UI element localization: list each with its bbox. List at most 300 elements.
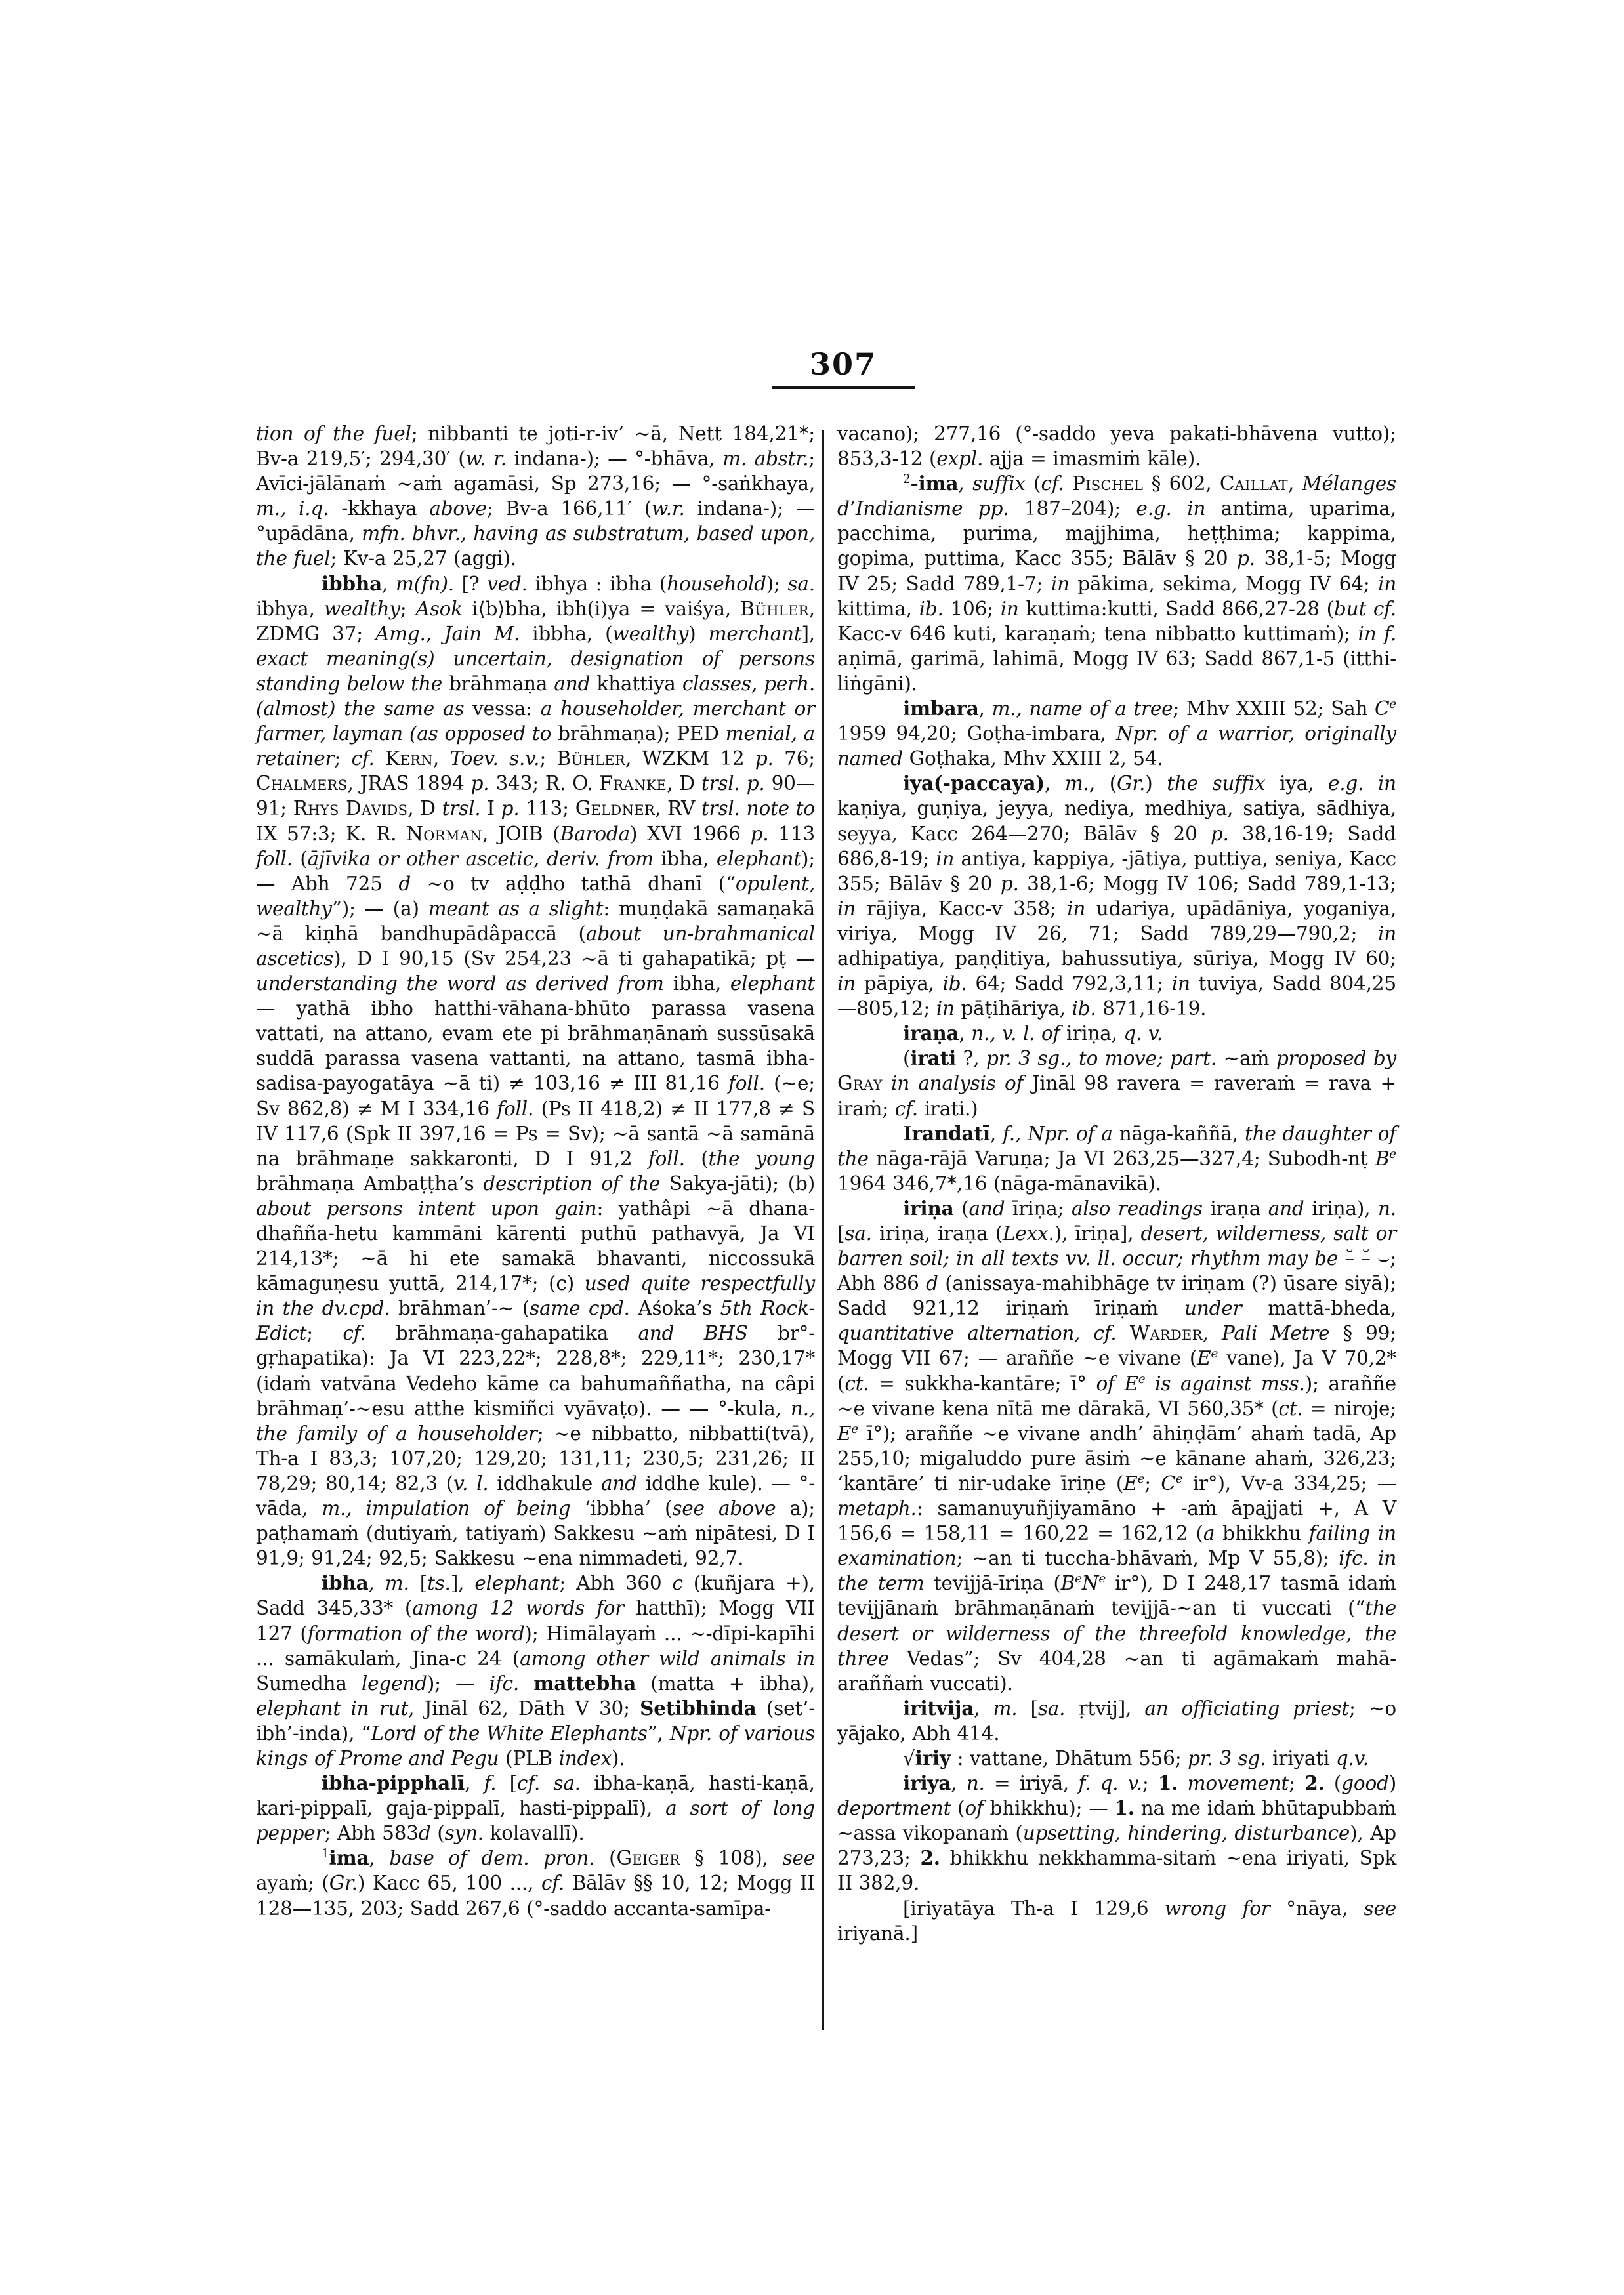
text-run: ṛtvij], — [1065, 1697, 1145, 1720]
text-run: a householder, merchant or farmer, layman (as opposed to — [256, 697, 815, 745]
text-run: 187–204); — [1009, 497, 1136, 520]
text-run: [ — [1017, 1697, 1038, 1720]
text-run: § 99; Mogg VII 67; — araññe ~e vivane ( — [837, 1322, 1397, 1370]
text-run: antiya, kappiya, -jātiya, puttiya, seniya, Kacc 355; Bālāv § 20 — [837, 847, 1396, 895]
text-run: iriyanā.] — [837, 1922, 918, 1945]
text-run: but cf. — [1333, 597, 1396, 620]
text-run: p. — [755, 747, 774, 770]
text-run: ?, — [956, 1047, 987, 1070]
text-run: , JRAS 1894 — [347, 772, 471, 795]
text-run: iraṇa — [1202, 1197, 1268, 1220]
text-run — [1064, 472, 1072, 495]
text-run: the suffix — [1167, 772, 1266, 795]
text-run: same cpd. — [530, 1297, 630, 1320]
text-run: E — [837, 1422, 852, 1445]
left-column — [256, 421, 815, 1946]
text-run: Bālāv §§ 10, 12; Mogg II 128—135, 203; Sadd 267,6 (°-saddo accanta-samīpa- — [256, 1872, 816, 1920]
text-run: ~aṁ — [1217, 1047, 1276, 1070]
text-run: ayaṁ; ( — [256, 1872, 329, 1895]
text-run: tion of the fuel — [256, 423, 411, 445]
text-run: ); — — [427, 1672, 489, 1695]
text-run: Kacc-v 646 kuti, karaṇaṁ; tena nibbatto kuttimaṁ); — [837, 622, 1358, 645]
text-run: , JOIB ( — [482, 822, 560, 845]
text-run: w. r. — [465, 447, 507, 470]
text-run: Lexx. — [1003, 1222, 1054, 1245]
text-run: description of the — [483, 1172, 661, 1195]
note-iriyataya — [837, 1896, 1396, 1946]
text-run: n. — [1378, 1197, 1396, 1220]
text-run: ); — [766, 572, 788, 595]
text-run: 1 — [322, 1847, 329, 1861]
text-run: (anissaya-mahibhāge tv iriṇam (?) ūsare siyā); Sadd 921,12 iriṇaṁ īriṇaṁ — [837, 1272, 1396, 1320]
text-run: w.r. — [652, 497, 685, 520]
text-run: Mélanges d’Indianisme pp. — [837, 472, 1396, 520]
text-run: in f. — [1358, 622, 1396, 645]
text-run: in — [936, 997, 955, 1020]
headword: 2. — [920, 1846, 940, 1870]
text-run: , — [978, 697, 992, 720]
headword: ima — [329, 1846, 369, 1870]
text-run: indana-); — °upādāna, — [256, 497, 815, 545]
text-run — [1178, 1772, 1187, 1794]
text-run: an officiating priest — [1144, 1697, 1350, 1720]
text-run: ); araññe ~e vivane kena nītā me dārakā, VI 560,35* ( — [837, 1372, 1396, 1420]
text-run: khattiya — [590, 672, 682, 695]
text-run: about un-brahmanical ascetics — [256, 922, 816, 970]
continuation-ima-1 — [837, 421, 1396, 471]
text-run: Npr. of a warrior, originally named — [837, 722, 1396, 770]
text-run: wrong for — [1164, 1897, 1270, 1920]
text-run: ; — [306, 1322, 343, 1345]
text-run: p. — [1000, 872, 1019, 895]
text-run: understanding the word as derived from — [256, 972, 664, 995]
text-run: cf. — [541, 1872, 565, 1895]
headword: imbara — [903, 697, 979, 720]
text-run: nāga-kaññā, — [1112, 1122, 1245, 1145]
text-run: , — [1287, 472, 1302, 495]
text-run: , WZKM 12 — [625, 747, 755, 770]
text-run: 5th Rock-Edict — [256, 1297, 816, 1345]
text-run: = sukkha-kantāre; ī° — [869, 1372, 1096, 1395]
text-run: f. — [484, 1772, 497, 1795]
text-run: p. — [1237, 547, 1255, 570]
text-run: f., Npr. of a — [1003, 1122, 1113, 1145]
entry-ima-2-suffix — [837, 471, 1396, 696]
text-run: trsl. — [442, 797, 481, 820]
text-run: nāga-rājā Varuṇa; Ja VI 263,25—327,4; Subodh-nṭ — [868, 1147, 1375, 1170]
text-run: irati.) — [917, 1097, 978, 1120]
text-run: among 12 words for — [412, 1597, 625, 1620]
text-run: (PLB — [499, 1747, 559, 1769]
text-run: e — [1138, 1372, 1146, 1386]
text-run: E — [1197, 1347, 1211, 1370]
headword: iriy — [915, 1746, 951, 1769]
headword: iraṇa — [903, 1022, 959, 1045]
text-run: wealthy — [323, 597, 400, 620]
text-run: iddhe kule). — °-vāda, — [256, 1472, 815, 1520]
text-run: cf. — [351, 747, 375, 770]
text-run: brāhman’-~ ( — [390, 1297, 530, 1320]
text-run: ; nibbanti te joti-r-iv’ ~ā, Nett 184,21*; Bv-a 219,5′; 294,30′ ( — [256, 423, 815, 470]
text-run: ( — [292, 847, 308, 870]
text-run: tuviya, Sadd 804,25—805,12; — [837, 972, 1396, 1020]
text-run: d — [926, 1272, 938, 1295]
text-run: ( — [951, 1797, 965, 1820]
headword: ibha-pipphalī — [322, 1771, 465, 1795]
text-run: formation of the word — [307, 1622, 525, 1645]
text-run: meant as a slight — [428, 897, 604, 920]
text-run: p. — [470, 772, 489, 795]
text-run: ], — [450, 1572, 475, 1595]
text-run: udariya, upādāniya, yoganiya, viriya, Mogg IV 26, 71; Sadd 789,29—790,2; — [837, 897, 1396, 945]
text-run: of — [965, 1797, 984, 1820]
text-run: ib. — [919, 597, 944, 620]
text-run: , — [959, 1022, 972, 1045]
text-run: , — [989, 1122, 1003, 1145]
header-rule — [772, 386, 915, 389]
text-run: 871,16-19. — [1096, 997, 1207, 1020]
text-run: f. q. v. — [1078, 1772, 1142, 1795]
text-run: pākima, sekima, Mogg IV 64; — [1069, 572, 1378, 595]
text-run: is against mss. — [1155, 1372, 1305, 1395]
text-run: cf. sa. — [517, 1772, 581, 1795]
text-run: ( — [430, 1822, 445, 1845]
entry-imbara — [837, 696, 1396, 771]
text-run: ; — [539, 747, 557, 770]
text-run: Vedas”; Sv 404,28 ~an ti agāmakaṁ mahā-araññaṁ vuccati). — [837, 1647, 1396, 1695]
text-run: , Jināl 62, Dāth V 30; — [408, 1697, 640, 1720]
text-run: foll. — [497, 1097, 534, 1120]
text-run: B — [1375, 1147, 1390, 1170]
text-run: (matta + ibha), — [636, 1672, 816, 1695]
text-run: failing in examination — [837, 1522, 1396, 1570]
text-run: ibhya : ibha ( — [527, 572, 667, 595]
text-run: e — [1137, 1472, 1145, 1487]
text-run: legend — [361, 1672, 427, 1695]
text-run: , ( — [1089, 772, 1117, 795]
text-run: Gr. — [329, 1872, 358, 1895]
page-header — [745, 346, 942, 389]
text-run: ifc. in the term — [837, 1547, 1396, 1595]
text-run: i⟨b⟩bha, ibh(i)ya = vaiśya, — [462, 597, 741, 620]
text-run: ; Abh 583 — [324, 1822, 419, 1845]
text-run: in — [1067, 897, 1086, 920]
text-run: kittima, — [837, 597, 919, 620]
text-run: in analysis of — [891, 1072, 1024, 1095]
text-run: deportment — [837, 1797, 951, 1820]
text-run: vane), Ja V 70,2* ( — [837, 1347, 1396, 1395]
text-run: and — [1268, 1197, 1304, 1220]
text-run: elephant in rut — [256, 1697, 409, 1720]
text-run: Gray — [837, 1072, 883, 1095]
text-run: iriyati — [1266, 1747, 1336, 1769]
text-run: trsl. note to — [701, 797, 815, 820]
text-run: elephant — [716, 847, 801, 870]
text-run: ; — [1142, 1772, 1158, 1795]
text-run: ‘ibbha’ ( — [570, 1497, 673, 1520]
text-run: Caillat — [1219, 472, 1288, 495]
text-run: n. — [966, 1772, 985, 1795]
headword: iritvija — [903, 1696, 974, 1720]
text-run: bhikkhu); — — [983, 1797, 1115, 1820]
text-run: I — [480, 797, 501, 820]
text-run: the desert or wilderness of the threefold knowledge, the three — [837, 1597, 1396, 1670]
text-run: 76; — [773, 747, 816, 770]
text-run: in — [1377, 922, 1396, 945]
text-run: exact meaning(s) uncertain, designation of persons standing below the — [256, 647, 815, 695]
headword: iriya — [903, 1771, 951, 1795]
text-run: 113; — [519, 797, 575, 820]
text-run: Bühler — [740, 597, 809, 620]
text-run: C — [1161, 1472, 1176, 1495]
text-run: (set’-ibh’-inda), “ — [256, 1697, 815, 1745]
text-run: Geiger — [616, 1847, 680, 1870]
headword: 1. — [1157, 1771, 1178, 1795]
text-run: C — [1375, 697, 1390, 720]
text-run: ; — [400, 597, 416, 620]
text-run: sa. — [844, 1222, 872, 1245]
text-run: sa. — [787, 572, 815, 595]
text-run: p. — [750, 822, 769, 845]
text-run: pāpiya, — [856, 972, 943, 995]
text-run: opulent, wealthy — [256, 872, 815, 920]
text-run: ) XVI 1966 — [629, 822, 751, 845]
text-run — [519, 1672, 533, 1695]
text-run: ; Kv-a 25,27 (aggi). — [330, 547, 516, 570]
text-run: ; — [1289, 1772, 1305, 1795]
text-run: ibhya, — [256, 597, 324, 620]
text-run: classes, perh. (almost) the same as — [256, 672, 816, 720]
text-run: about persons intent upon gain — [256, 1197, 597, 1220]
headword: ibbha — [322, 571, 383, 595]
text-run: ). — [612, 1747, 625, 1769]
text-run: cf. — [894, 1097, 918, 1120]
headword: ibha — [322, 1571, 369, 1595]
text-run: Lord of the White Elephants — [371, 1722, 648, 1745]
text-run: ibha, — [653, 847, 717, 870]
text-run: e — [1389, 697, 1396, 712]
text-run: household — [667, 572, 766, 595]
text-run: ; — [1144, 1472, 1161, 1495]
text-run: index — [558, 1747, 612, 1769]
text-run: ); — Abh 725 — [256, 847, 815, 895]
text-run: ib. — [942, 972, 967, 995]
text-run: adhipatiya, paṇḍitiya, bahussutiya, sūriya, Mogg IV 60; — [837, 947, 1396, 970]
text-run: used quite respectfully in the dv.cpd. — [256, 1272, 816, 1320]
text-run: m(fn). — [395, 572, 454, 595]
text-run: ( — [953, 1197, 969, 1220]
text-run: in — [837, 897, 856, 920]
text-run: ; Bv-a 166,11′ ( — [486, 497, 652, 520]
text-run: Franke — [599, 772, 667, 795]
text-run: ) — [1145, 772, 1167, 795]
text-run: , — [1202, 1322, 1222, 1345]
text-run: = niroje; — [1302, 1397, 1396, 1420]
text-run: pr. 3 sg. — [1188, 1747, 1266, 1769]
text-run: (Ps II 418,2) ≠ II 177,8 ≠ S IV 117,6 (Spk II 397,16 = Ps = Sv); ~ā santā ~ā samānā na brāhmaṇe sakkaronti, D I 91,2 — [256, 1097, 815, 1170]
text-run: , — [951, 1772, 967, 1795]
text-run: Norman — [406, 822, 482, 845]
text-run: Chalmers — [256, 772, 348, 795]
text-run: a sort of long pepper — [256, 1797, 815, 1845]
text-run — [883, 1072, 891, 1094]
text-run: , D — [407, 797, 442, 820]
text-run: foll. — [728, 1072, 765, 1095]
entry-iriya — [837, 1771, 1396, 1895]
text-run: and BHS — [638, 1322, 748, 1345]
text-run: ibha-kaṇā, hasti-kaṇā, kari-pippalī, gaja-pippalī, hasti-pippalī), — [256, 1772, 815, 1820]
text-run: Geldner — [575, 797, 655, 820]
text-run: IX 57:3; K. R. — [256, 822, 407, 845]
text-run: ; Abh 360 — [559, 1572, 673, 1595]
text-run: ( — [1025, 472, 1041, 495]
text-run: iriṇa, iraṇa ( — [871, 1222, 1003, 1245]
text-run: movement — [1187, 1772, 1289, 1795]
text-run: 1959 94,20; Goṭha-imbara, — [837, 722, 1116, 745]
text-run — [1117, 1322, 1130, 1344]
text-run: br°-gṛhapatika): Ja VI 223,22*; 228,8*; 229,11*; 230,17* (idaṁ vatvāna Vedeho kāme ca bahumaññatha, na câpi brāhmaṇ’-~esu atthe kismiñci vyāvaṭo). — — °-kula, — [256, 1322, 815, 1420]
text-run: brāhmaṇa); PED — [551, 722, 726, 745]
text-run: in — [1171, 972, 1190, 995]
text-run: : yathâpi ~ā dhana-dhañña-hetu kammāni kārenti puthū pathavyā, Ja VI 214,13*; ~ā hi ete samakā bhavanti, niccossukā kāmaguṇesu yuttā, 214,17*; (c) — [256, 1197, 815, 1295]
text-run: expl. — [936, 447, 984, 470]
text-run: elephant — [474, 1572, 560, 1595]
text-run: ib. — [1072, 997, 1096, 1020]
text-run: m. — [1064, 772, 1089, 795]
text-run: and — [600, 1472, 637, 1495]
text-run: kolavallī). — [483, 1822, 585, 1845]
text-run: ( — [594, 1847, 617, 1870]
headword: 2. — [1304, 1771, 1325, 1795]
text-run: Amg., Jain M. — [375, 622, 520, 645]
text-run: m., i.q. — [256, 497, 329, 520]
text-run: √ — [903, 1747, 915, 1769]
text-run: ( — [684, 1147, 709, 1170]
text-run: aṇimā, garimā, lahimā, Mogg IV 63; Sadd 867,1-5 (itthi-liṅgāni). — [837, 647, 1396, 695]
text-run: ct. — [1278, 1397, 1303, 1420]
text-run: ir°), Vv-a 334,25; — — [1182, 1472, 1397, 1495]
text-run: Goṭhaka, Mhv XXIII 2, 54. — [902, 747, 1163, 770]
text-run: ; ~an ti tuccha-bhāvaṁ, Mp V 55,8); — [956, 1547, 1339, 1570]
text-run: suffix — [972, 472, 1026, 495]
text-run: mfn. bhvr., having as substratum, based upon, the fuel — [256, 522, 815, 570]
headword: iya(-paccaya) — [903, 772, 1045, 795]
text-run: e — [1098, 1572, 1106, 1586]
text-run: brāhmaṇa Ambaṭṭha’s — [256, 1172, 484, 1195]
text-run: q. v. — [1123, 1022, 1163, 1045]
headword: irati — [910, 1046, 957, 1070]
text-run: — yathā ibho hatthi-vāhana-bhūto parassa vasena vattati, na attano, evam ete pi brāhmaṇānaṁ sussūsakā suddā parassa vasena vattanti, na attano, tasmā ibha-sadisa-payogatāya ~ā ti) ≠ 103,16 ≠ III 81,16 — [256, 997, 815, 1095]
text-run: q.v. — [1335, 1747, 1369, 1769]
text-run: also readings — [1072, 1197, 1203, 1220]
text-run: Warder — [1129, 1322, 1203, 1345]
text-run: e.g. in — [1136, 497, 1206, 520]
text-run: 2 — [903, 472, 911, 487]
text-run: e — [1075, 1572, 1082, 1586]
text-run: ; — [334, 747, 352, 770]
text-run: ; Avīci-jālānaṁ ~aṁ agamāsi, Sp 273,16; — °-saṅkhaya, — [256, 447, 815, 495]
headword: -ima — [910, 472, 959, 495]
text-run: e.g. in — [1328, 772, 1396, 795]
text-run: ”); — (a) — [331, 897, 428, 920]
text-run: m., name of a tree — [991, 697, 1173, 720]
text-run: Pali Metre — [1222, 1322, 1330, 1345]
entry-ima-1 — [256, 1846, 815, 1920]
text-run: = iriyā, — [984, 1772, 1079, 1795]
text-run: ir°), D I 248,17 tasmā idaṁ tevijjānaṁ brāhmaṇānaṁ tevijjā-~an ti vuccati (“ — [837, 1572, 1396, 1620]
text-run: : muṇḍakā samaṇakā ~ā kiṇhā bandhupādâpaccā ( — [256, 897, 815, 945]
text-run: c — [672, 1572, 683, 1595]
text-run: above — [429, 497, 487, 520]
entry-iya-paccaya — [837, 771, 1396, 1021]
text-run: e — [1175, 1472, 1183, 1487]
text-run: quantitative alternation, cf. — [837, 1322, 1117, 1345]
text-run: ts. — [427, 1572, 451, 1595]
text-run: m., impulation of being — [322, 1497, 571, 1520]
text-run: and — [968, 1197, 1005, 1220]
text-run: N — [1081, 1572, 1099, 1595]
text-run: under — [1184, 1297, 1242, 1320]
text-run: e — [851, 1422, 858, 1436]
text-run: īriṇa; — [1005, 1197, 1072, 1220]
text-run: ajja = imasmiṁ kāle). — [983, 447, 1201, 470]
text-run: : samanuyuñjiyamāno + -aṁ āpajjati +, A V 156,6 = 158,11 = 160,22 = 162,12 ( — [837, 1497, 1396, 1545]
text-run: menial, a retainer — [256, 722, 816, 770]
text-run: among other wild animals in — [520, 1647, 815, 1670]
text-run: m. abstr. — [722, 447, 809, 470]
text-run: , — [958, 472, 972, 495]
text-run: Kern — [385, 747, 433, 770]
text-run: ī°); araññe ~e vivane andh’ āhiṇḍām’ ahaṁ tadā, Ap 255,10; migaluddo pure āsiṁ ~e kānane ahaṁ, 326,23; ‘kantāre’ ti nir-udake īriṇe ( — [837, 1422, 1396, 1495]
text-run: na me idaṁ bhūtapubbaṁ ~assa vikopanaṁ ( — [837, 1797, 1396, 1845]
text-run: Gr. — [1117, 772, 1146, 795]
text-run: hatthī); Mogg VII 127 ( — [256, 1597, 815, 1645]
text-run: Aśoka’s — [629, 1297, 720, 1320]
text-run: , — [432, 747, 450, 770]
text-run: , — [369, 1847, 390, 1870]
text-run: ); Himālayaṁ ... ~-dīpi-kapīhi ... samākulaṁ, Jina-c 24 ( — [256, 1622, 815, 1670]
text-run: 90—91; — [256, 772, 816, 820]
text-run: ; Mhv XXIII 52; Sah — [1173, 697, 1375, 720]
text-run: the daughter of the — [837, 1122, 1397, 1170]
text-run: m. — [385, 1572, 409, 1595]
text-run: vessa: — [464, 697, 541, 720]
text-run: , ZDMG 37; — [256, 597, 815, 645]
text-run: mattā-bheda, — [1241, 1297, 1396, 1320]
text-run: brāhmaṇa-gahapatika — [365, 1322, 638, 1345]
headword: mattebha — [533, 1671, 636, 1695]
text-run: [ — [409, 1572, 428, 1595]
text-run: bhikkhu — [1215, 1522, 1309, 1545]
text-run: antima, uparima, pacchima, purima, majjhima, heṭṭhima; kappima, gopima, puttima, Kacc 355; Bālāv § 20 — [837, 497, 1396, 570]
text-run: in — [1051, 572, 1070, 595]
text-run: n., the family of a householder — [256, 1397, 815, 1445]
text-run: , — [1045, 772, 1065, 795]
text-run: ) Kacc 65, 100 ..., — [357, 1872, 541, 1895]
text-run: merchant — [708, 622, 802, 645]
text-run: 38,1-6; Mogg IV 106; Sadd 789,1-13; — [1018, 872, 1396, 895]
text-run: (kuñjara +), Sadd 345,33* ( — [256, 1572, 815, 1620]
text-run: vacano); 277,16 (°-saddo yeva pakati-bhāvena vutto); 853,3-12 ( — [837, 423, 1396, 470]
text-run: E — [1123, 1472, 1138, 1495]
text-run: in — [837, 972, 856, 995]
text-run: wealthy — [612, 622, 689, 645]
text-run: § 108), — [680, 1847, 783, 1870]
text-run: ved. — [487, 572, 528, 595]
headword: Irandatī — [903, 1121, 990, 1145]
headword: Setibhinda — [640, 1696, 757, 1720]
headword: 1. — [1114, 1796, 1135, 1820]
